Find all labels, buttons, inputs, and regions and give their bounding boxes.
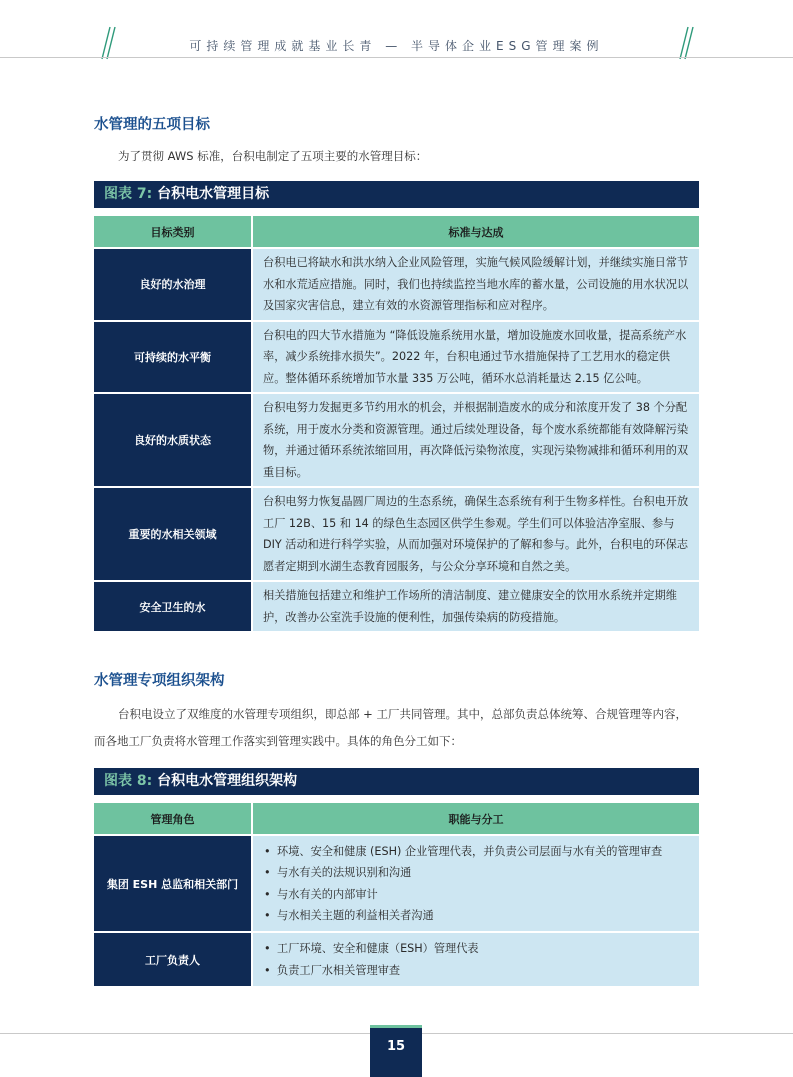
list-item: • 与水有关的法规识别和沟通 xyxy=(263,862,689,884)
table-row xyxy=(94,487,699,581)
list-item: • 负责工厂水相关管理审查 xyxy=(263,960,689,982)
goal-description: 台积电已将缺水和洪水纳入企业风险管理，实施气候风险缓解计划，并继续实施日常节水和水荒适应措施。同时，我们也持续监控当地水库的蓄水量，公司设施的用水状况以及国家灾害信息，建立有效的水资源管理指标和应对程序。 xyxy=(252,248,699,321)
table-header-row xyxy=(94,803,699,835)
duties-list xyxy=(263,841,689,927)
table-row xyxy=(94,321,699,394)
figure7-title: 台积电水管理目标 xyxy=(157,186,270,202)
goal-description: 台积电努力发掘更多节约用水的机会，并根据制造废水的成分和浓度开发了 38 个分配系统，用于废水分类和资源管理。通过后续处理设备，每个废水系统都能有效降解污染物，并通过循环系统浓缩回用，再次降低污染物浓度，实现污染物减排和循环利用的双重目标。 xyxy=(252,393,699,487)
goal-description: 相关措施包括建立和维护工作场所的清洁制度、建立健康安全的饮用水系统并定期维护，改善办公室洗手设施的便利性，加强传染病的防疫措施。 xyxy=(252,581,699,631)
goal-category: 重要的水相关领域 xyxy=(94,487,252,581)
table-row xyxy=(94,835,699,932)
goal-category: 可持续的水平衡 xyxy=(94,321,252,394)
section2-para-line2: 而各地工厂负责将水管理工作落实到管理实践中。具体的角色分工如下： xyxy=(94,734,462,748)
figure8-title: 台积电水管理组织架构 xyxy=(157,773,298,789)
duties-list xyxy=(263,938,689,981)
column-header-duties: 职能与分工 xyxy=(252,803,699,835)
management-role: 工厂负责人 xyxy=(94,932,252,986)
list-item: • 环境、安全和健康 (ESH) 企业管理代表，并负责公司层面与水有关的管理审查 xyxy=(263,841,689,863)
list-item: • 与水有关的内部审计 xyxy=(263,884,689,906)
figure8-title-bar xyxy=(94,768,699,795)
goal-description: 台积电的四大节水措施为 “降低设施系统用水量，增加设施废水回收量，提高系统产水率，减少系统排水损失”。2022 年，台积电通过节水措施保持了工艺用水的稳定供应。整体循环系统增加节水量 335 万公吨，循环水总消耗量达 2.15 亿公吨。 xyxy=(252,321,699,394)
table-row xyxy=(94,393,699,487)
role-duties xyxy=(252,835,699,932)
figure7-label: 图表 7: xyxy=(104,186,153,202)
section-title-water-goals: 水管理的五项目标 xyxy=(94,117,210,133)
table-row xyxy=(94,581,699,631)
header-title: 可持续管理成就基业长青 — 半导体企业ESG管理案例 xyxy=(189,39,604,53)
figure8-label: 图表 8: xyxy=(104,773,153,789)
goal-description: 台积电努力恢复晶圆厂周边的生态系统，确保生态系统有利于生物多样性。台积电开放工厂 12B、15 和 14 的绿色生态园区供学生参观。学生们可以体验洁净室服、参与 DIY 活动和进行科学实验，从而加强对环境保护的了解和参与。此外，台积电的环保志愿者定期到水湖生态教育园服务，与公众分享环境和自然之美。 xyxy=(252,487,699,581)
table-header-row xyxy=(94,216,699,248)
page-number: 15 xyxy=(370,1025,422,1077)
table-row xyxy=(94,932,699,986)
goal-category: 良好的水治理 xyxy=(94,248,252,321)
column-header-standard: 标准与达成 xyxy=(252,216,699,248)
section1-intro: 为了贯彻 AWS 标准，台积电制定了五项主要的水管理目标： xyxy=(118,149,428,163)
role-duties xyxy=(252,932,699,986)
list-item: • 工厂环境、安全和健康（ESH）管理代表 xyxy=(263,938,689,960)
header-divider xyxy=(0,57,793,58)
figure7-title-bar xyxy=(94,181,699,208)
goal-category: 安全卫生的水 xyxy=(94,581,252,631)
table-row xyxy=(94,248,699,321)
water-org-table xyxy=(94,803,699,986)
section2-para-line1: 台积电设立了双维度的水管理专项组织，即总部 + 工厂共同管理。其中，总部负责总体统筹、合规管理等内容， xyxy=(118,707,687,721)
list-item: • 与水相关主题的利益相关者沟通 xyxy=(263,905,689,927)
column-header-category: 目标类别 xyxy=(94,216,252,248)
header-slash-right-icon xyxy=(677,26,701,60)
management-role: 集团 ESH 总监和相关部门 xyxy=(94,835,252,932)
water-goals-table xyxy=(94,216,699,631)
section-title-water-org: 水管理专项组织架构 xyxy=(94,673,225,689)
column-header-role: 管理角色 xyxy=(94,803,252,835)
goal-category: 良好的水质状态 xyxy=(94,393,252,487)
